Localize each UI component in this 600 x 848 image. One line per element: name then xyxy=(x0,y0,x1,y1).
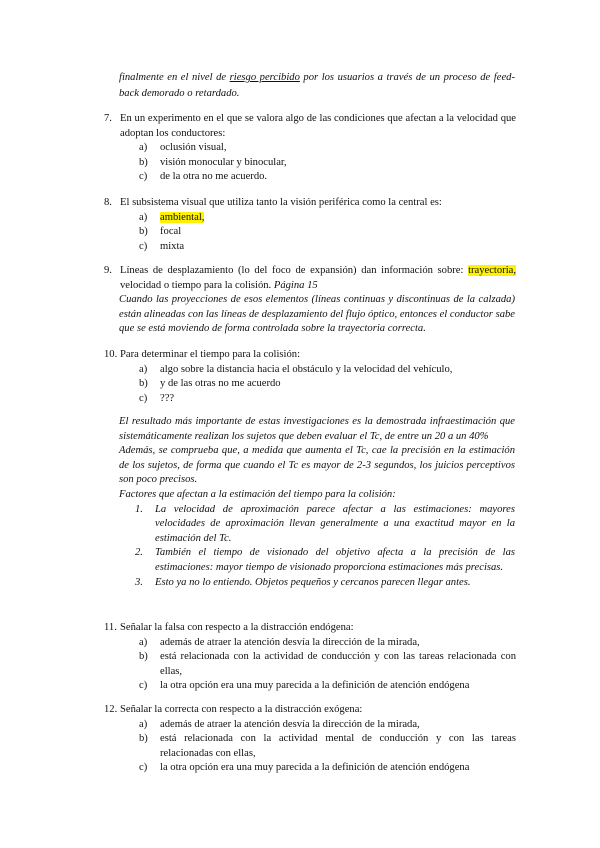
option-letter: a) xyxy=(139,363,148,375)
options-list xyxy=(139,363,516,407)
factor-text: Esto ya no lo entiendo. Objetos pequeños y cercanos parecen llegar antes. xyxy=(155,576,471,588)
question-text: Señalar la falsa con respecto a la distracción endógena: xyxy=(120,622,354,633)
option xyxy=(139,240,516,255)
q10-notes xyxy=(119,415,515,590)
question-number: 11. xyxy=(104,622,117,633)
option xyxy=(139,225,516,240)
option xyxy=(139,392,516,407)
option-text: focal xyxy=(160,226,182,238)
option-letter: b) xyxy=(139,651,148,663)
option-text: de la otra no me acuerdo. xyxy=(160,171,268,183)
q10-note-2: Además, se comprueba que, a medida que aumenta el Tc, cae la precisión en la estimación de los sujetos, de forma que cuando el Tc es mayor de 2-3 segundos, los juicios perceptivos son poco precisos. xyxy=(119,445,515,486)
option-letter: b) xyxy=(139,378,148,390)
question-text-part: Líneas de desplazamiento (lo del foco de expansión) dan información sobre: xyxy=(120,265,469,276)
option xyxy=(139,718,516,733)
option-letter: a) xyxy=(139,636,148,648)
option-text: está relacionada con la actividad de conducción y con las tareas relacionada con ellas, xyxy=(160,651,516,677)
factor-item xyxy=(135,503,515,547)
intro-text-1: finalmente en el nivel de xyxy=(119,72,230,83)
question-text: En un experimento en el que se valora algo de las condiciones que afectan a la velocidad que adoptan los conductores: xyxy=(120,113,516,139)
question-text: Señalar la correcta con respecto a la distracción exógena: xyxy=(120,704,363,715)
factors-list xyxy=(135,503,515,591)
question-number: 7. xyxy=(104,113,112,124)
question-11 xyxy=(104,621,516,694)
option xyxy=(139,636,516,651)
options-list xyxy=(139,141,516,185)
option-text: visión monocular y binocular, xyxy=(160,156,287,168)
option-text: la otra opción era una muy parecida a la definición de atención endógena xyxy=(160,680,470,692)
question-10 xyxy=(104,348,516,406)
question-number: 9. xyxy=(104,265,112,276)
highlighted-answer: ambiental, xyxy=(160,211,205,223)
question-text: Para determinar el tiempo para la colisión: xyxy=(120,349,301,360)
option xyxy=(139,761,516,776)
q9-note: Cuando las proyecciones de esos elementos (líneas continuas y discontinuas de la calzada) están alineadas con las líneas de desplazamiento del flujo óptico, entonces el conductor sabe que se está moviendo de forma controlada sobre la trayectoria correcta. xyxy=(119,294,515,335)
factor-number: 1. xyxy=(135,503,143,515)
factor-item xyxy=(135,546,515,575)
option-letter: b) xyxy=(139,733,148,745)
question-number: 12. xyxy=(104,704,118,715)
question-text-part: velocidad o tiempo para la colisión. xyxy=(120,279,274,291)
option xyxy=(139,363,516,378)
option xyxy=(139,679,516,694)
option xyxy=(139,211,516,226)
q10-note-1: El resultado más importante de estas investigaciones es la demostrada infraestimación que sistemáticamente realizan los sujetos que deben evaluar el Tc, de entre un 20 a un 40% xyxy=(119,416,515,442)
option-text: además de atraer la atención desvía la dirección de la mirada, xyxy=(160,636,420,648)
option-letter: c) xyxy=(139,680,148,692)
question-text xyxy=(120,264,516,293)
option xyxy=(139,170,516,185)
intro-underlined: riesgo percibido xyxy=(229,72,300,83)
option xyxy=(139,141,516,156)
factor-item xyxy=(135,576,515,591)
question-7 xyxy=(104,112,516,185)
option-letter: a) xyxy=(139,142,148,154)
intro-text-2: por los usuarios a través de un proceso de feed-back demorado o retardado. xyxy=(119,72,515,99)
option-text xyxy=(160,211,516,226)
factor-text: La velocidad de aproximación parece afectar a las estimaciones: mayores velocidades de aproximación llevan generalmente a una exactitud mayor en la estimación del Tc. xyxy=(155,503,515,544)
page-reference: Página 15 xyxy=(273,279,318,291)
question-text: El subsistema visual que utiliza tanto la visión periférica como la central es: xyxy=(120,197,442,208)
option-text: ??? xyxy=(160,392,175,404)
option-text: mixta xyxy=(160,240,185,252)
question-number: 10. xyxy=(104,349,118,360)
option xyxy=(139,377,516,392)
question-number: 8. xyxy=(104,197,112,208)
option-letter: c) xyxy=(139,392,148,404)
option-letter: a) xyxy=(139,718,148,730)
option-letter: b) xyxy=(139,156,148,168)
highlighted-answer: trayectoria, xyxy=(468,265,516,276)
factor-number: 3. xyxy=(135,576,143,588)
option-letter: c) xyxy=(139,762,148,774)
option-text: la otra opción era una muy parecida a la definición de atención endógena xyxy=(160,762,470,774)
option-letter: b) xyxy=(139,226,148,238)
option-text: oclusión visual, xyxy=(160,142,227,154)
factor-text: También el tiempo de visionado del objetivo afecta a la precisión de las estimaciones: mayor tiempo de visionado proporciona estimaciones más precisas. xyxy=(155,547,515,573)
options-list xyxy=(139,636,516,694)
options-list xyxy=(139,718,516,776)
option-text: además de atraer la atención desvía la dirección de la mirada, xyxy=(160,718,420,730)
factor-number: 2. xyxy=(135,547,143,559)
question-8 xyxy=(104,196,516,254)
option-text: está relacionada con la actividad mental de conducción y con las tareas relacionadas con ellas, xyxy=(160,733,516,759)
option-letter: c) xyxy=(139,240,148,252)
options-list xyxy=(139,211,516,255)
factors-title: Factores que afectan a la estimación del tiempo para la colisión: xyxy=(119,488,396,500)
question-9 xyxy=(104,264,516,293)
option xyxy=(139,156,516,171)
option xyxy=(139,732,516,761)
option xyxy=(139,650,516,679)
option-text: y de las otras no me acuerdo xyxy=(160,378,281,390)
intro-paragraph xyxy=(119,70,515,102)
option-letter: a) xyxy=(139,211,148,223)
option-letter: c) xyxy=(139,171,148,183)
option-text: algo sobre la distancia hacia el obstáculo y la velocidad del vehículo, xyxy=(160,363,453,375)
question-12 xyxy=(104,703,516,776)
